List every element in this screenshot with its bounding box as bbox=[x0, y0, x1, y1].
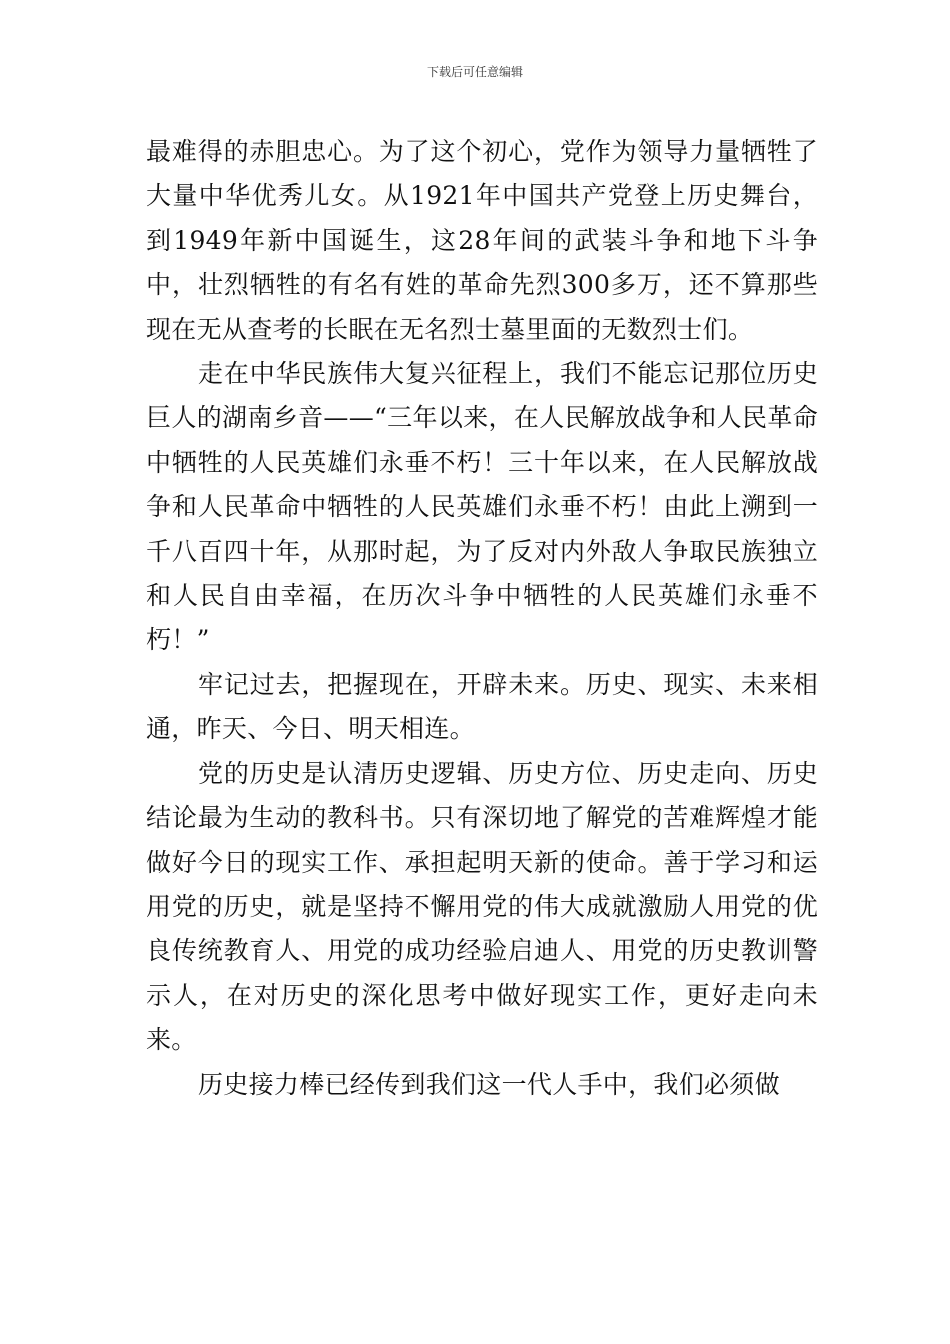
document-body bbox=[146, 130, 818, 1107]
paragraph-3: 牢记过去，把握现在，开辟未来。历史、现实、未来相通，昨天、今日、明天相连。 bbox=[146, 669, 818, 744]
paragraph-1: 最难得的赤胆忠心。为了这个初心，党作为领导力量牺牲了大量中华优秀儿女。从1921年中国共产党登上历史舞台，到1949年新中国诞生，这28年间的武装斗争和地下斗争中，壮烈牺牲的有名有姓的革命先烈300多万，还不算那些现在无从查考的长眠在无名烈士墓里面的无数烈士们。 bbox=[146, 137, 818, 344]
paragraph-4: 党的历史是认清历史逻辑、历史方位、历史走向、历史结论最为生动的教科书。只有深切地了解党的苦难辉煌才能做好今日的现实工作、承担起明天新的使命。善于学习和运用党的历史，就是坚持不懈用党的伟大成就激励人用党的优良传统教育人、用党的成功经验启迪人、用党的历史教训警示人，在对历史的深化思考中做好现实工作，更好走向未来。 bbox=[146, 758, 818, 1055]
paragraph-5: 历史接力棒已经传到我们这一代人手中，我们必须做 bbox=[198, 1069, 780, 1099]
paragraph-2: 走在中华民族伟大复兴征程上，我们不能忘记那位历史巨人的湖南乡音——“三年以来，在人民解放战争和人民革命中牺牲的人民英雄们永垂不朽！三十年以来，在人民解放战争和人民革命中牺牲的人民英雄们永垂不朽！由此上溯到一千八百四十年，从那时起，为了反对内外敌人争取民族独立和人民自由幸福，在历次斗争中牺牲的人民英雄们永垂不朽！” bbox=[146, 359, 818, 655]
page-header: 下载后可任意编辑 bbox=[426, 65, 523, 79]
